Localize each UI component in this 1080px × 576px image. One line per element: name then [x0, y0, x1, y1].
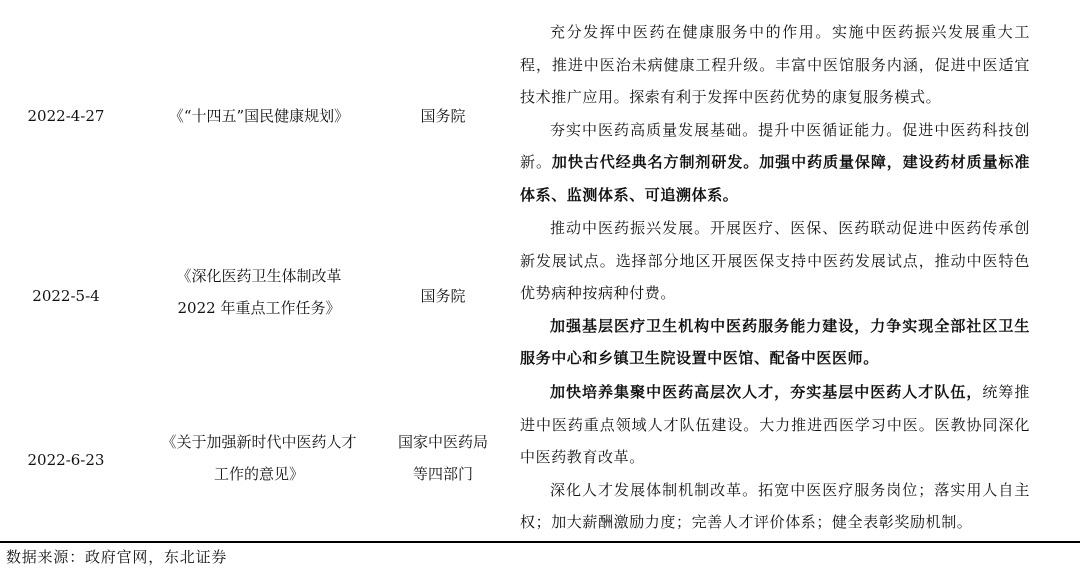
table-row [0, 212, 1080, 376]
table-row [0, 0, 1080, 212]
date-text: 2022-5-4 [32, 287, 100, 305]
content-paragraph: 充分发挥中医药在健康服务中的作用。实施中医药振兴发展重大工程，推进中医治未病健康工程升级。丰富中医馆服务内涵，促进中医适宜技术推广应用。探索有利于发挥中医药优势的康复服务模式。 [520, 23, 1030, 107]
source-note: 数据来源：政府官网，东北证券 [6, 548, 228, 566]
document-title: 《深化医药卫生体制改革 [176, 267, 342, 285]
document-cell [140, 100, 378, 132]
content-cell [520, 212, 1030, 375]
issuer-text: 国务院 [420, 287, 466, 305]
date-text: 2022-4-27 [27, 107, 105, 125]
content-paragraph: 推动中医药振兴发展。开展医疗、医保、医药联动促进中医药传承创新发展试点。选择部分地区开展医保支持中医药发展试点，推动中医特色优势病种按病种付费。 [520, 219, 1030, 303]
content-paragraph: 夯实中医药高质量发展基础。提升中医循证能力。促进中医药科技创新。加快古代经典名方制剂研发。加强中药质量保障，建设药材质量标准体系、监测体系、可追溯体系。 [520, 120, 1030, 204]
document-cell [140, 260, 378, 324]
document-title: 2022 年重点工作任务》 [177, 299, 341, 317]
issuer-text: 国务院 [420, 107, 466, 125]
issuer-text: 国家中医药局 [397, 433, 488, 451]
date-text: 2022-6-23 [27, 451, 105, 469]
content-cell [520, 16, 1030, 212]
issuer-cell [380, 100, 506, 132]
table-bottom-rule [0, 541, 1080, 543]
bold-highlight: 加强基层医疗卫生机构中医药服务能力建设，力争实现全部社区卫生服务中心和乡镇卫生院设置中医馆、配备中医医师。 [520, 316, 1030, 368]
issuer-text: 等四部门 [412, 465, 473, 483]
issuer-cell [380, 426, 506, 490]
document-title: 《关于加强新时代中医药人才 [161, 433, 357, 451]
bold-highlight: 加快培养集聚中医药高层次人才，夯实基层中医药人才队伍， [550, 383, 983, 401]
date-cell [0, 100, 132, 132]
content-paragraph [520, 310, 1030, 375]
issuer-cell [380, 280, 506, 312]
content-paragraph: 深化人才发展体制机制改革。拓宽中医医疗服务岗位；落实用人自主权；加大薪酬激励力度；完善人才评价体系；健全表彰奖励机制。 [520, 480, 1030, 532]
document-title: 工作的意见》 [213, 465, 304, 483]
content-cell [520, 376, 1030, 539]
document-title: 《“十四五”国民健康规划》 [168, 107, 350, 125]
bold-highlight: 加快古代经典名方制剂研发。加强中药质量保障，建设药材质量标准体系、监测体系、可追溯体系。 [520, 153, 1030, 204]
content-paragraph: 加快培养集聚中医药高层次人才，夯实基层中医药人才队伍，统筹推进中医药重点领域人才队伍建设。大力推进西医学习中医。医教协同深化中医药教育改革。 [520, 383, 1031, 467]
date-cell [0, 280, 132, 312]
document-cell [140, 426, 378, 490]
table-row [0, 376, 1080, 541]
date-cell [0, 444, 132, 476]
